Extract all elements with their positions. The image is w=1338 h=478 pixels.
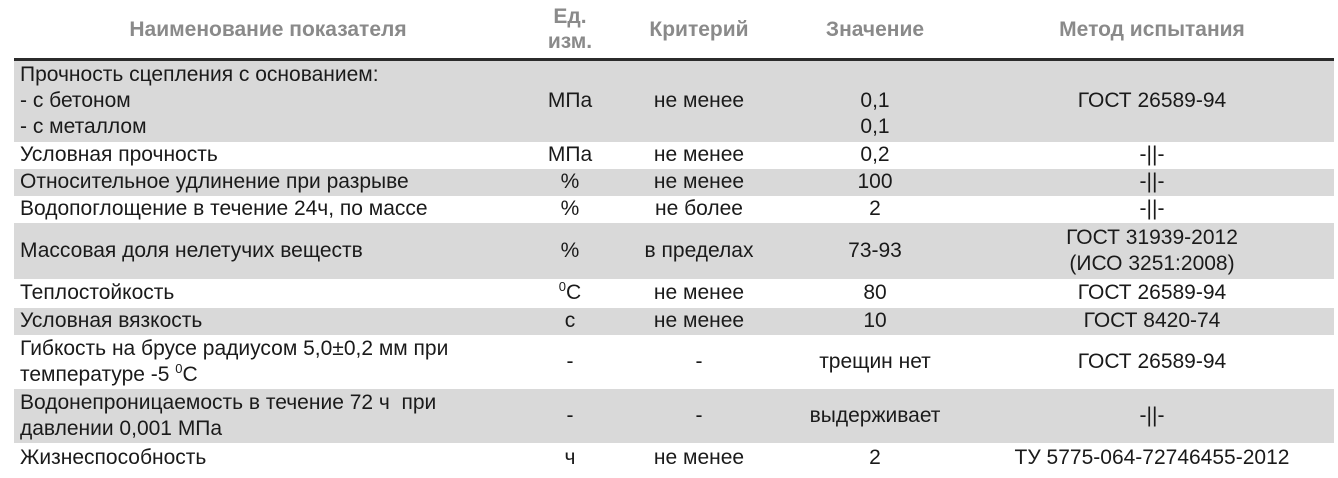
row-unit: ч bbox=[564, 445, 576, 469]
table-row bbox=[14, 308, 1334, 335]
row-criterion: не менее bbox=[653, 281, 745, 304]
header-unit-line1: Ед. bbox=[553, 5, 587, 28]
table-row bbox=[14, 389, 1334, 443]
row-criterion: в пределах bbox=[618, 223, 780, 279]
row-value: 80 bbox=[863, 281, 887, 304]
row-name: Условная вязкость bbox=[14, 308, 522, 335]
row-name-line: Гибкость на брусе радиусом 5,0±0,2 мм при bbox=[20, 336, 449, 360]
row-method: ГОСТ 26589-94 bbox=[970, 60, 1334, 142]
row-name: Водопоглощение в течение 24ч, по массе bbox=[20, 197, 428, 220]
row-name bbox=[14, 60, 522, 142]
row-criterion: не менее bbox=[618, 308, 780, 335]
table-row bbox=[14, 196, 1334, 223]
degree-superscript: 0 bbox=[558, 279, 567, 294]
row-name-line-suffix: С bbox=[182, 362, 198, 386]
row-name: Относительное удлинение при разрыве bbox=[14, 169, 522, 196]
row-criterion: не более bbox=[655, 197, 743, 220]
row-method: ГОСТ 26589-94 bbox=[1077, 349, 1227, 373]
table-row bbox=[14, 60, 1334, 142]
row-value: 2 bbox=[869, 445, 881, 469]
row-criterion: не менее bbox=[653, 143, 745, 166]
row-method: -||- bbox=[1139, 143, 1165, 166]
row-criterion: не менее bbox=[618, 169, 780, 196]
table-row bbox=[14, 142, 1334, 169]
row-value: трещин нет bbox=[819, 349, 931, 373]
row-name: Массовая доля нелетучих веществ bbox=[14, 223, 522, 279]
row-method: ТУ 5775-064-72746455-2012 bbox=[1014, 445, 1290, 469]
row-name: Теплостойкость bbox=[20, 281, 175, 304]
row-name-line: - с бетоном bbox=[20, 89, 131, 113]
properties-table bbox=[14, 0, 1334, 473]
row-method: -||- bbox=[1139, 197, 1165, 220]
row-unit: % bbox=[522, 223, 618, 279]
row-unit: % bbox=[522, 169, 618, 196]
row-unit: МПа bbox=[547, 143, 593, 166]
row-value: 73-93 bbox=[780, 223, 970, 279]
table-row bbox=[14, 223, 1334, 279]
row-unit: - bbox=[566, 349, 574, 373]
row-method: ГОСТ 26589-94 bbox=[1077, 281, 1227, 304]
row-name-line: - с металлом bbox=[20, 115, 147, 139]
row-method: -||- bbox=[970, 389, 1334, 443]
row-method-line: ГОСТ 31939-2012 bbox=[1066, 225, 1238, 249]
row-method-line: (ИСО 3251:2008) bbox=[1069, 251, 1235, 275]
row-value: выдерживает bbox=[780, 389, 970, 443]
table-row bbox=[14, 443, 1334, 473]
row-criterion: - bbox=[695, 349, 703, 373]
header-name: Наименование показателя bbox=[129, 17, 407, 41]
row-value: 10 bbox=[780, 308, 970, 335]
row-criterion: - bbox=[618, 389, 780, 443]
row-name-line: Прочность сцепления с основанием: bbox=[20, 63, 379, 87]
row-name-line: Водонепроницаемость в течение 72 ч при bbox=[20, 390, 437, 414]
row-name bbox=[14, 335, 522, 389]
table-row bbox=[14, 335, 1334, 389]
row-value bbox=[780, 60, 970, 142]
table-row bbox=[14, 279, 1334, 308]
row-unit: % bbox=[560, 197, 580, 220]
header-value: Значение bbox=[825, 17, 925, 41]
header-criterion: Критерий bbox=[649, 17, 749, 41]
row-criterion: не менее bbox=[618, 60, 780, 142]
row-unit: с bbox=[522, 308, 618, 335]
row-name: Условная прочность bbox=[20, 143, 218, 166]
row-name-line-prefix: температуре -5 bbox=[20, 362, 176, 386]
unit-base: С bbox=[566, 281, 582, 304]
header-unit-line2: изм. bbox=[547, 30, 593, 53]
row-value: 2 bbox=[869, 197, 881, 220]
row-value: 100 bbox=[780, 169, 970, 196]
row-unit: МПа bbox=[522, 60, 618, 142]
table-header bbox=[14, 0, 1334, 60]
row-method: ГОСТ 8420-74 bbox=[970, 308, 1334, 335]
degree-superscript: 0 bbox=[175, 360, 183, 376]
header-unit bbox=[522, 0, 618, 60]
row-name: Жизнеспособность bbox=[20, 445, 207, 469]
table-row bbox=[14, 169, 1334, 196]
row-name-line: давлении 0,001 МПа bbox=[20, 416, 223, 440]
row-unit: - bbox=[522, 389, 618, 443]
row-value: 0,2 bbox=[860, 143, 890, 166]
row-value-line: 0,1 bbox=[860, 114, 890, 138]
header-method: Метод испытания bbox=[1059, 17, 1245, 41]
row-method: -||- bbox=[970, 169, 1334, 196]
row-unit bbox=[522, 279, 618, 308]
row-value-line: 0,1 bbox=[860, 88, 890, 112]
row-name bbox=[14, 389, 522, 443]
row-method bbox=[970, 223, 1334, 279]
row-criterion: не менее bbox=[653, 445, 745, 469]
